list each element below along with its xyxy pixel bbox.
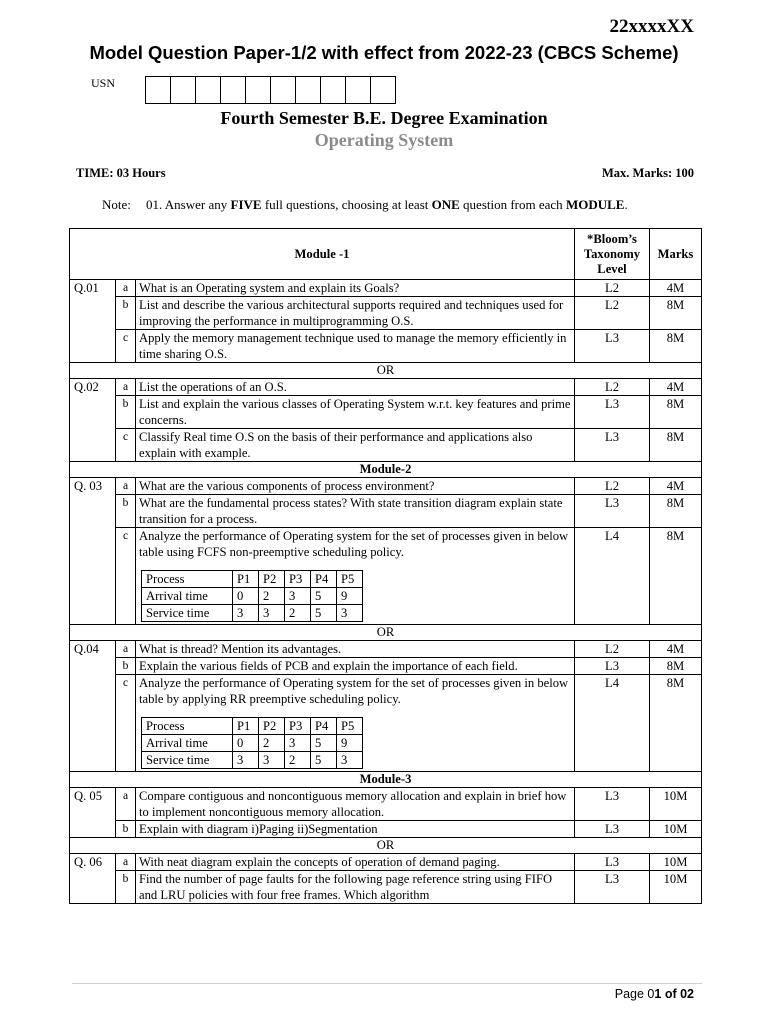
question-number: Q.01 [70,280,116,297]
process-cell: 3 [233,605,259,622]
process-cell: P4 [311,571,337,588]
question-text [136,641,575,658]
question-text-content: List and explain the various classes of Operating System w.r.t. key features and prime concerns. [139,397,571,427]
question-text-content: Explain with diagram i)Paging ii)Segmentation [139,822,378,836]
marks-value: 8M [650,495,702,528]
process-cell: Service time [142,605,233,622]
question-number [70,429,116,462]
sub-question-label: b [116,297,136,330]
question-row [70,379,702,396]
note-text [146,197,628,213]
sub-question-label: a [116,478,136,495]
marks-value: 8M [650,658,702,675]
process-cell: P1 [233,571,259,588]
marks-value: 8M [650,297,702,330]
note-label: Note: [102,197,131,212]
question-text [136,871,575,904]
question-text [136,429,575,462]
sub-question-label: a [116,280,136,297]
usn-box [245,76,271,104]
bloom-level: L4 [575,675,650,772]
process-cell: P5 [337,718,363,735]
bloom-level: L3 [575,429,650,462]
sub-question-label: a [116,379,136,396]
question-row [70,854,702,871]
note-part-bold: FIVE [230,197,262,212]
marks-value: 8M [650,330,702,363]
module-title: Module -1 [70,229,575,280]
question-text [136,675,575,772]
question-text-content: List and describe the various architectural supports required and techniques used for improving the performance in multiprogramming O.S. [139,298,564,328]
note-part-bold: ONE [431,197,460,212]
process-cell: 2 [285,605,311,622]
process-row [142,735,363,752]
process-row [142,718,363,735]
process-cell: 3 [337,752,363,769]
question-row [70,658,702,675]
question-text [136,788,575,821]
marks-value: 4M [650,641,702,658]
question-row [70,280,702,297]
process-cell: Process [142,718,233,735]
paper-title: Model Question Paper-1/2 with effect from 2022-23 (CBCS Scheme) [89,42,679,63]
sub-question-label: c [116,330,136,363]
usn-box [170,76,196,104]
process-row [142,605,363,622]
question-text-content: Compare contiguous and noncontiguous memory allocation and explain in brief how to implement noncontiguous memory allocation. [139,789,567,819]
usn-boxes [146,76,396,104]
process-cell: 5 [311,735,337,752]
page-prefix: Page 0 [614,987,655,1001]
usn-box [295,76,321,104]
question-text-content: Apply the memory management technique used to manage the memory efficiently in time sharing O.S. [139,331,567,361]
question-text-content: List the operations of an O.S. [139,380,287,394]
question-number: Q.04 [70,641,116,658]
question-number [70,528,116,625]
question-number [70,821,116,838]
question-text-content: Analyze the performance of Operating system for the set of processes given in below table using FCFS non-preemptive scheduling policy. [139,529,569,559]
bloom-level: L3 [575,658,650,675]
or-separator: OR [70,838,702,854]
process-cell: P3 [285,718,311,735]
sub-question-label: c [116,528,136,625]
paper-code: 22xxxxXX [609,16,694,37]
question-text-content: Find the number of page faults for the following page reference string using FIFO and LRU policies with four free frames. Which algorithm [139,872,553,902]
process-cell: P4 [311,718,337,735]
question-row [70,871,702,904]
page-of: of [661,987,681,1001]
question-number: Q. 06 [70,854,116,871]
note-part: full questions, choosing at least [261,197,432,212]
usn-box [145,76,171,104]
time-label: TIME: 03 Hours [76,166,166,180]
process-cell: 5 [311,752,337,769]
process-cell: 3 [337,605,363,622]
question-number: Q.02 [70,379,116,396]
bloom-level: L2 [575,297,650,330]
process-row [142,752,363,769]
process-cell: Arrival time [142,735,233,752]
marks-value: 8M [650,396,702,429]
process-cell: 2 [259,588,285,605]
usn-box [345,76,371,104]
marks-value: 8M [650,528,702,625]
process-cell: 3 [259,752,285,769]
or-separator: OR [70,625,702,641]
marks-value: 4M [650,280,702,297]
subject-title: Operating System [314,130,454,150]
marks-value: 10M [650,821,702,838]
bloom-level: L2 [575,280,650,297]
process-cell: Service time [142,752,233,769]
question-text [136,379,575,396]
process-cell: 5 [311,605,337,622]
process-cell: P5 [337,571,363,588]
question-text [136,854,575,871]
question-text-content: With neat diagram explain the concepts of operation of demand paging. [139,855,500,869]
question-row [70,330,702,363]
process-cell: 3 [259,605,285,622]
question-number: Q. 05 [70,788,116,821]
sub-question-label: b [116,495,136,528]
sub-question-label: b [116,871,136,904]
question-text [136,297,575,330]
question-text-content: Explain the various fields of PCB and explain the importance of each field. [139,659,518,673]
question-row [70,788,702,821]
bloom-level: L3 [575,854,650,871]
marks-header: Marks [650,229,702,280]
process-cell: 9 [337,588,363,605]
sub-question-label: b [116,658,136,675]
question-text-content: What is an Operating system and explain its Goals? [139,281,400,295]
usn-box [320,76,346,104]
process-cell: Arrival time [142,588,233,605]
question-text [136,821,575,838]
question-number [70,871,116,904]
process-row [142,588,363,605]
question-number [70,330,116,363]
question-text [136,280,575,297]
sub-question-label: a [116,854,136,871]
process-cell: 3 [233,752,259,769]
question-number [70,297,116,330]
note-part-bold: MODULE [565,197,625,212]
question-text-content: Analyze the performance of Operating system for the set of processes given in below table by applying RR preemptive scheduling policy. [139,676,569,706]
module-heading: Module-3 [70,772,702,788]
process-cell: 9 [337,735,363,752]
bloom-level: L3 [575,788,650,821]
process-table [141,717,363,769]
question-number [70,495,116,528]
process-cell: 0 [233,735,259,752]
marks-value: 8M [650,429,702,462]
marks-value: 4M [650,478,702,495]
footer-divider [72,983,702,984]
sub-question-label: a [116,641,136,658]
usn-box [220,76,246,104]
sub-question-label: b [116,396,136,429]
process-cell: Process [142,571,233,588]
process-cell: 3 [285,588,311,605]
process-cell: P1 [233,718,259,735]
process-cell: P3 [285,571,311,588]
question-text [136,495,575,528]
question-row [70,675,702,772]
bloom-level: L3 [575,330,650,363]
usn-box [370,76,396,104]
bloom-level: L2 [575,379,650,396]
module-heading: Module-2 [70,462,702,478]
bloom-level: L3 [575,871,650,904]
question-row [70,821,702,838]
page-total: 02 [680,987,694,1001]
question-row [70,495,702,528]
note-part: . [624,197,628,212]
usn-label: USN [91,76,116,90]
process-cell: P2 [259,718,285,735]
process-cell: 2 [285,752,311,769]
marks-value: 4M [650,379,702,396]
question-row [70,429,702,462]
marks-value: 10M [650,788,702,821]
question-text-content: What is thread? Mention its advantages. [139,642,342,656]
process-cell: 5 [311,588,337,605]
question-row [70,297,702,330]
bloom-level: L3 [575,821,650,838]
exam-title: Fourth Semester B.E. Degree Examination [220,108,548,128]
note-part: 01. Answer any [146,197,231,212]
process-row [142,571,363,588]
question-text [136,396,575,429]
question-text-content: Classify Real time O.S on the basis of their performance and applications also explain with example. [139,430,533,460]
usn-box [270,76,296,104]
question-text [136,658,575,675]
question-row [70,528,702,625]
question-text [136,478,575,495]
page-number [615,987,694,1001]
process-cell: 3 [285,735,311,752]
marks-value: 10M [650,871,702,904]
bloom-header [575,229,650,280]
bloom-header-line: Level [597,261,627,276]
question-row [70,396,702,429]
note-part: question from each [459,197,566,212]
sub-question-label: c [116,429,136,462]
bloom-level: L2 [575,641,650,658]
page-current: 1 [654,987,662,1001]
question-text-content: What are the fundamental process states? With state transition diagram explain state transition for a process. [139,496,563,526]
sub-question-label: b [116,821,136,838]
question-number: Q. 03 [70,478,116,495]
sub-question-label: a [116,788,136,821]
process-cell: 2 [259,735,285,752]
marks-value: 10M [650,854,702,871]
question-row [70,641,702,658]
process-table [141,570,363,622]
question-number [70,396,116,429]
question-text [136,528,575,625]
question-row [70,478,702,495]
bloom-level: L2 [575,478,650,495]
marks-value: 8M [650,675,702,772]
question-number [70,675,116,772]
process-cell: 0 [233,588,259,605]
usn-box [195,76,221,104]
question-text-content: What are the various components of process environment? [139,479,435,493]
sub-question-label: c [116,675,136,772]
max-marks-label: Max. Marks: 100 [602,166,694,180]
question-table [69,228,702,904]
question-text [136,330,575,363]
bloom-level: L3 [575,495,650,528]
bloom-level: L4 [575,528,650,625]
bloom-header-line: Taxonomy [583,246,641,261]
or-separator: OR [70,363,702,379]
bloom-header-line: *Bloom’s [587,231,637,246]
question-number [70,658,116,675]
process-cell: P2 [259,571,285,588]
bloom-level: L3 [575,396,650,429]
